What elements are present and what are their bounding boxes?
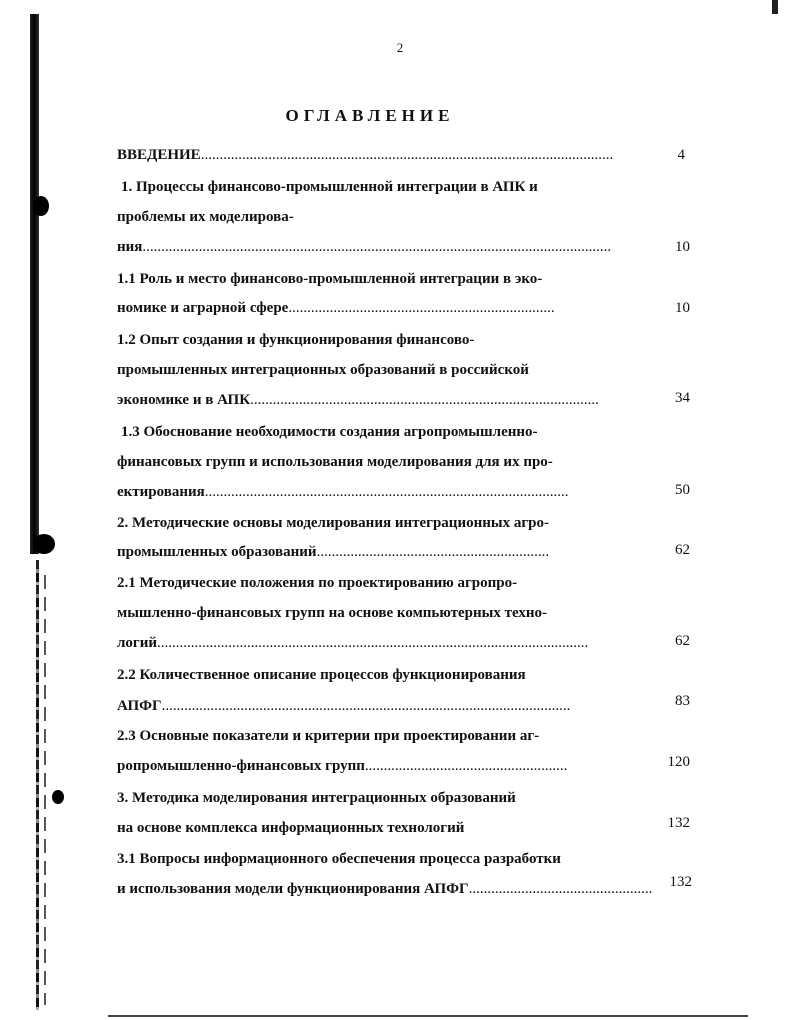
toc-entry-line [117, 453, 553, 471]
toc-entry-text: 1. Процессы финансово-промышленной интеграции в АПК и [121, 179, 538, 195]
dot-leader: ...................................................... [364, 758, 568, 774]
toc-page-number: 10 [675, 300, 690, 316]
toc-entry-line [117, 634, 588, 652]
toc-entry-text: 1.2 Опыт создания и функционирования финансово- [117, 332, 475, 348]
toc-entry-text: на основе комплекса информационных технологий [117, 820, 465, 836]
toc-entry-line [117, 238, 611, 256]
toc-page-number: 34 [675, 390, 690, 406]
toc-entry-text: проблемы их моделирова- [117, 209, 294, 225]
toc-entry-line [121, 423, 538, 441]
toc-entry-line [117, 697, 570, 715]
toc-page-number: 83 [675, 693, 690, 709]
toc-entry-text: мышленно-финансовых групп на основе компьютерных техно- [117, 605, 547, 621]
dot-leader: ....................................................................... [288, 300, 555, 316]
toc-title: ОГЛАВЛЕНИЕ [285, 106, 455, 125]
toc-page-number: 62 [675, 542, 690, 558]
toc-page-number: 10 [675, 239, 690, 255]
toc-entry-line [117, 666, 526, 684]
toc-page-number: 62 [675, 633, 690, 649]
scan-blot [52, 790, 64, 804]
toc-entry-text: ВВЕДЕНИЕ [117, 147, 201, 163]
toc-entry-line [117, 270, 542, 288]
dot-leader: ............................................................................................................................. [142, 239, 612, 255]
toc-entry-line [117, 757, 567, 775]
toc-entry-text: 2.1 Методические положения по проектированию агропро- [117, 575, 518, 591]
toc-entry-text: логий [117, 635, 158, 651]
toc-entry-text: промышленных интеграционных образований в российской [117, 362, 529, 378]
toc-entry-text: и использования модели функционирования АПФГ [117, 881, 469, 897]
scan-edge-left [30, 14, 39, 554]
toc-entry-line [117, 361, 529, 379]
toc-entry-line [117, 391, 599, 409]
toc-entry-text: ектирования [117, 484, 205, 500]
toc-entry-text: экономике и в АПК [117, 392, 251, 408]
toc-entry-text: 2.2 Количественное описание процессов функционирования [117, 667, 526, 683]
toc-entry-line [117, 789, 516, 807]
toc-page-number: 132 [669, 874, 692, 890]
scan-edge-left-faint [44, 575, 46, 1005]
toc-entry-text: ния [117, 239, 143, 255]
toc-entry-text: 1.1 Роль и место финансово-промышленной интеграции в эко- [117, 271, 543, 287]
toc-entry-text: 3. Методика моделирования интеграционных образований [117, 790, 516, 806]
toc-entry-line [117, 880, 652, 898]
toc-entry-line [117, 483, 569, 501]
toc-page-number: 4 [677, 147, 685, 163]
toc-entry-line [121, 178, 538, 196]
toc-entry-line [117, 574, 517, 592]
toc-entry-text: промышленных образований [117, 544, 317, 560]
dot-leader: .............................................................................................................. [200, 147, 614, 163]
scan-mark-top [772, 0, 778, 14]
toc-entry-text: 2. Методические основы моделирования интеграционных агро- [117, 515, 549, 531]
scan-blot [33, 534, 55, 554]
toc-entry-text: 2.3 Основные показатели и критерии при проектировании аг- [117, 728, 540, 744]
toc-entry-text: финансовых групп и использования моделирования для их про- [117, 454, 553, 470]
toc-entry-text: 3.1 Вопросы информационного обеспечения процесса разработки [117, 851, 561, 867]
toc-entry-line [117, 208, 294, 226]
toc-entry-line [117, 146, 613, 164]
page-number: 2 [396, 40, 404, 55]
dot-leader: ............................................................................................. [250, 392, 599, 408]
toc-page-number: 50 [675, 482, 690, 498]
toc-entry-line [117, 543, 549, 561]
dot-leader: ................................................................................................. [204, 484, 569, 500]
dot-leader: ................................................................................................................... [157, 635, 589, 651]
toc-entry-line [117, 331, 474, 349]
dot-leader: .............................................................. [316, 544, 550, 560]
toc-entry-line [117, 850, 561, 868]
toc-entry-text: 1.3 Обоснование необходимости создания агропромышленно- [121, 424, 538, 440]
toc-entry-line [117, 819, 464, 837]
toc-entry-line [117, 604, 547, 622]
toc-page-number: 132 [667, 815, 690, 831]
toc-page-number: 120 [667, 754, 690, 770]
scan-blot [33, 196, 49, 216]
dot-leader: ................................................. [468, 881, 653, 897]
scan-edge-bottom [108, 1015, 748, 1017]
toc-entry-text: ропромышленно-финансовых групп [117, 758, 365, 774]
toc-entry-line [117, 299, 555, 317]
toc-entry-line [117, 727, 539, 745]
dot-leader: ............................................................................................................. [161, 698, 571, 714]
toc-entry-line [117, 514, 549, 532]
scan-edge-left-lower [36, 560, 39, 1010]
toc-entry-text: АПФГ [117, 698, 162, 714]
toc-entry-text: номике и аграрной сфере [117, 300, 289, 316]
